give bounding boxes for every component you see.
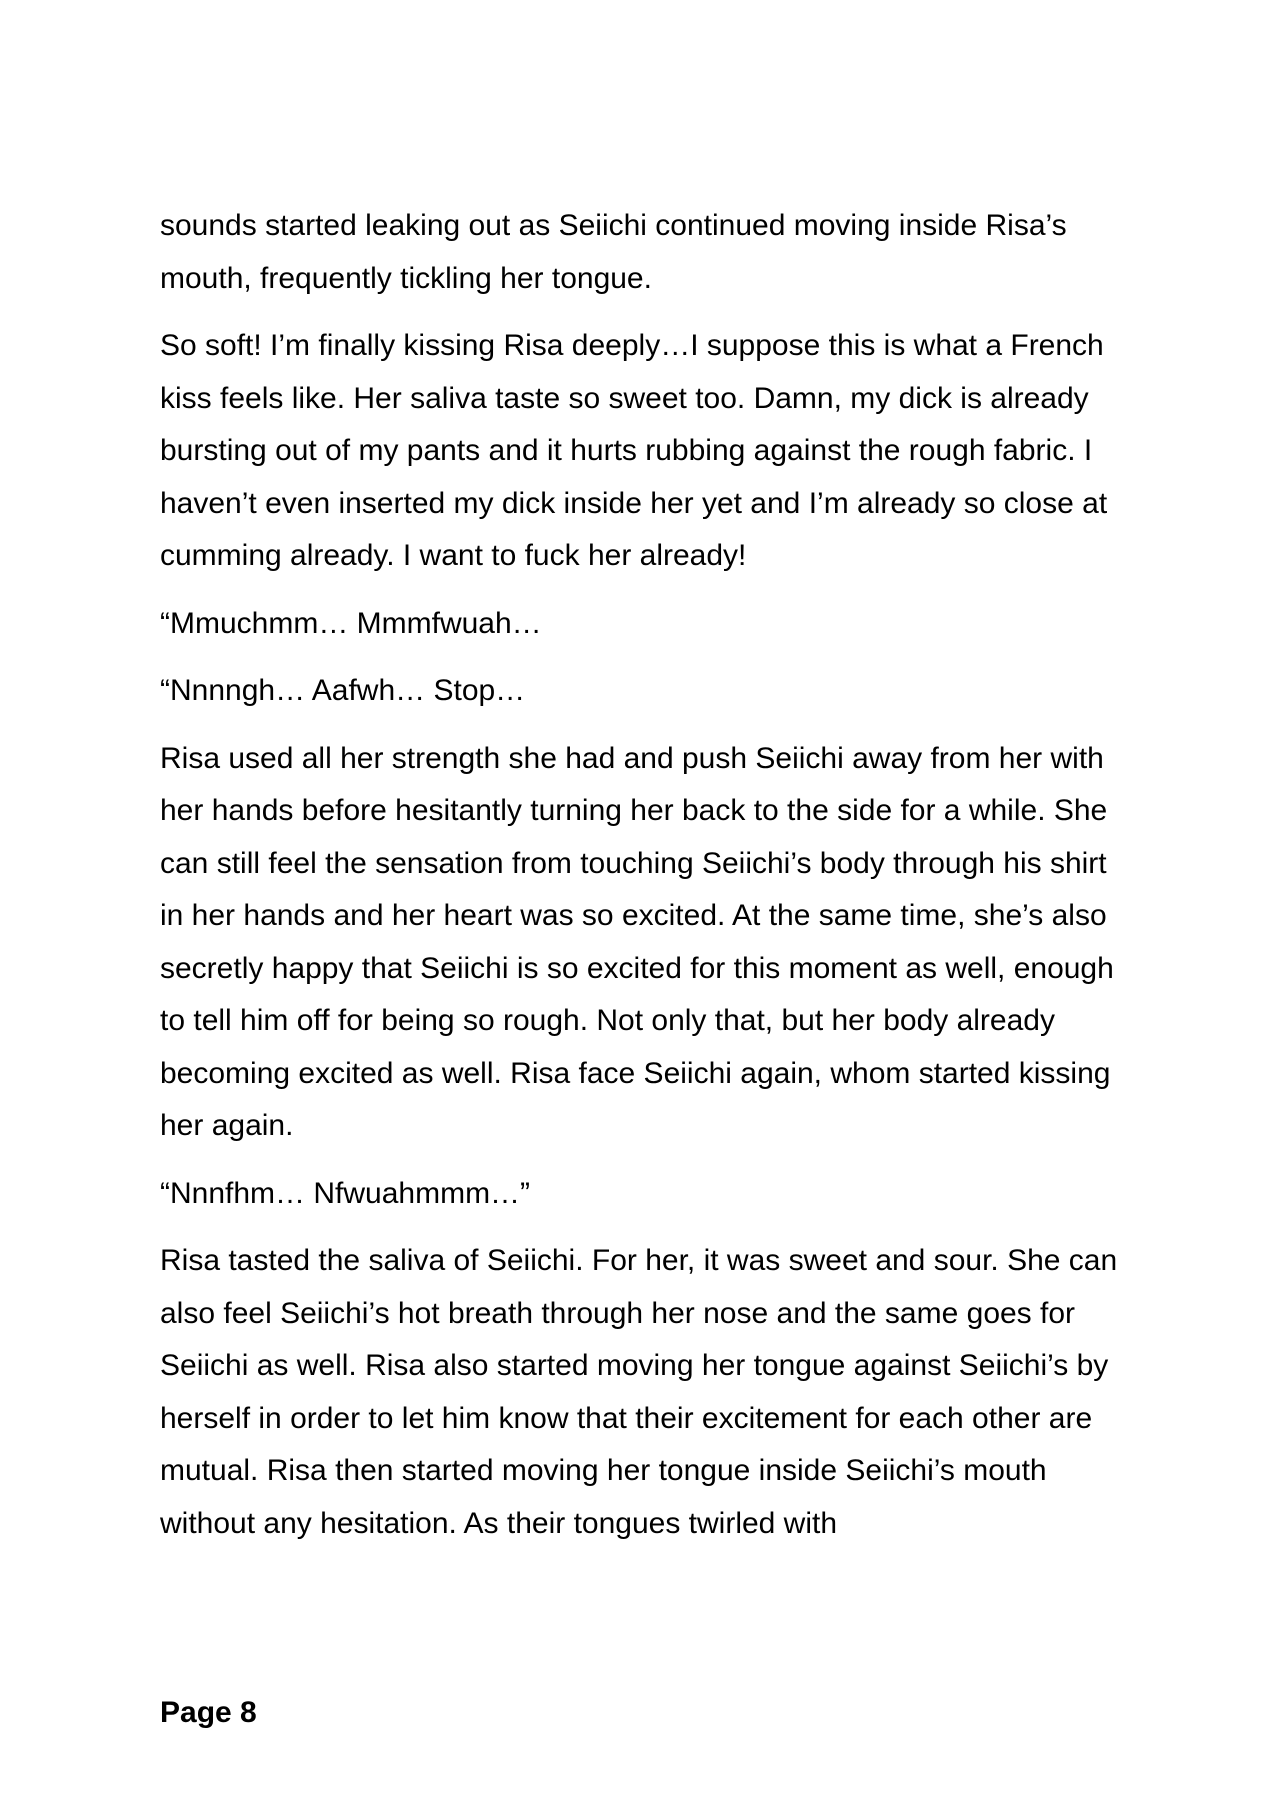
page-number: Page 8 (160, 1696, 257, 1729)
paragraph: Risa used all her strength she had and push Seiichi away from her with her hands before hesitantly turning her back to the side for a while. She can still feel the sensation from touching Seiichi’s body through his shirt in her hands and her heart was so excited. At the same time, she’s also secretly happy that Seiichi is so excited for this moment as well, enough to tell him off for being so rough. Not only that, but her body already becoming excited as well. Risa face Seiichi again, whom started kissing her again. (160, 741, 1114, 1142)
paragraph: sounds started leaking out as Seiichi continued moving inside Risa’s mouth, frequently tickling her tongue. (160, 209, 1067, 295)
paragraph: So soft! I’m finally kissing Risa deeply…I suppose this is what a French kiss feels like. Her saliva taste so sweet too. Damn, my dick is already bursting out of my pants and it hurts rubbing against the rough fabric. I haven’t even inserted my dick inside her yet and I’m already so close at cumming already. I want to fuck her already! (160, 329, 1108, 572)
paragraph: Risa tasted the saliva of Seiichi. For her, it was sweet and sour. She can also feel Seiichi’s hot breath through her nose and the same goes for Seiichi as well. Risa also started moving her tongue against Seiichi’s by herself in order to let him know that their excitement for each other are mutual. Risa then started moving her tongue inside Seiichi’s mouth without any hesitation. As their tongues twirled with (160, 1244, 1118, 1540)
document-text-block (160, 200, 1132, 1565)
paragraph-quote: “Nnnngh… Aafwh… Stop… (160, 674, 526, 707)
paragraph-quote: “Mmuchmm… Mmmfwuah… (160, 606, 542, 640)
paragraph-quote: “Nnnfhm… Nfwuahmmm…” (160, 1176, 531, 1210)
